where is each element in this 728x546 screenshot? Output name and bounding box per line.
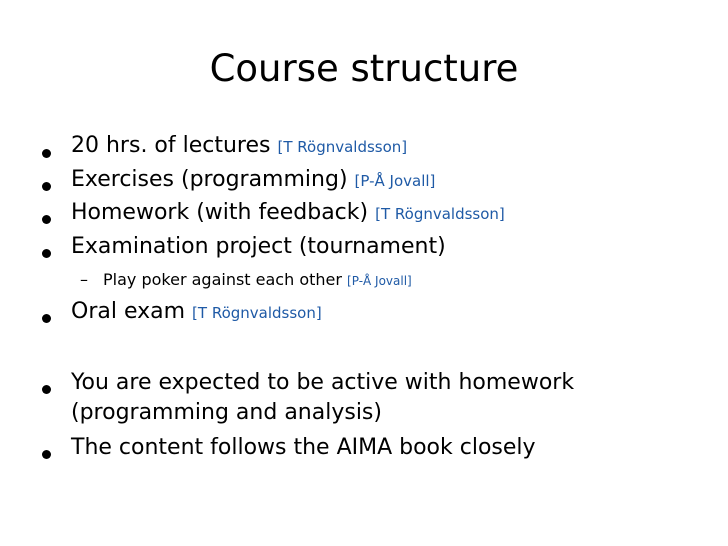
bullet-dot [42, 385, 51, 394]
bullet-dot [42, 249, 51, 258]
bullet-text: Examination project (tournament) [71, 234, 446, 259]
bullet-item-exercises [71, 164, 435, 197]
bullet-ref: [T Rögnvaldsson] [277, 138, 408, 156]
bullet-text: Oral exam [71, 299, 186, 324]
bullet-item-oral-exam [71, 296, 322, 329]
sub-bullet-dash: – [80, 270, 88, 289]
bullet-dot [42, 182, 51, 191]
bullet-ref: [P-Å Jovall] [354, 172, 436, 190]
bullet-text: (programming and analysis) [71, 400, 382, 425]
bullet-item-examination-project [71, 231, 446, 263]
bullet-item-homework [71, 197, 505, 230]
bullet-ref: [T Rögnvaldsson] [375, 205, 505, 223]
sub-bullet-text: Play poker against each other [103, 270, 342, 289]
bullet-ref: [T Rögnvaldsson] [192, 304, 322, 322]
bullet-dot [42, 215, 51, 224]
bullet-text: The content follows the AIMA book closely [71, 435, 536, 460]
slide-title: Course structure [209, 47, 519, 90]
bullet-item-expected-active-line1 [71, 367, 574, 399]
bullet-text: Exercises (programming) [71, 167, 348, 192]
bullet-text: Homework (with feedback) [71, 200, 369, 225]
sub-bullet-item-poker [103, 268, 412, 293]
bullet-dot [42, 450, 51, 459]
bullet-item-aima [71, 432, 536, 464]
sub-bullet-ref: [P-Å Jovall] [347, 274, 412, 288]
bullet-dot [42, 149, 51, 158]
bullet-text: You are expected to be active with homework [71, 370, 575, 395]
bullet-dot [42, 314, 51, 323]
bullet-item-expected-active-line2 [71, 397, 382, 429]
bullet-text: 20 hrs. of lectures [71, 133, 271, 158]
bullet-item-lectures [71, 130, 407, 163]
